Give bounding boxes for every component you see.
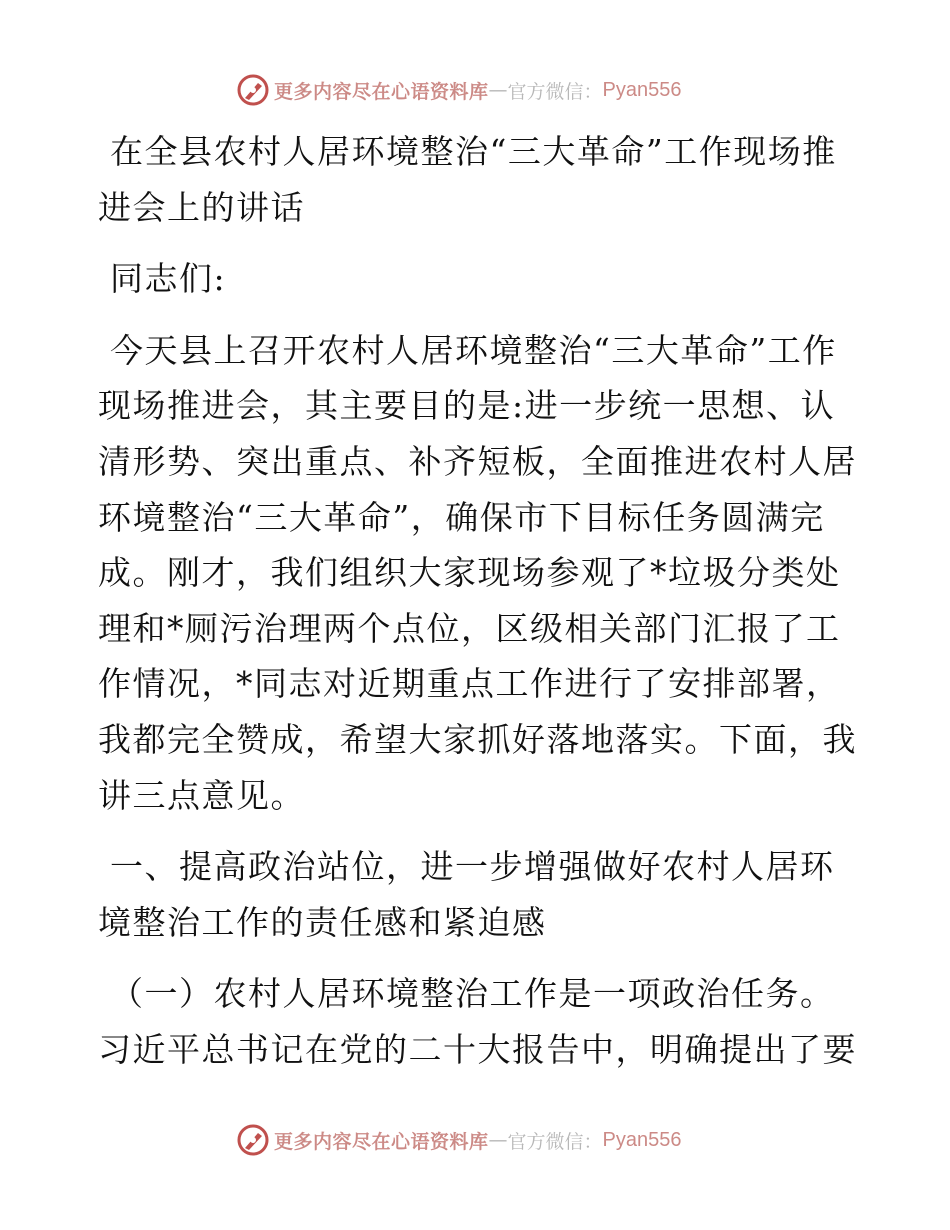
document-title: 在全县农村人居环境整治“三大革命”工作现场推进会上的讲话: [98, 132, 837, 227]
paragraph-opening: 今天县上召开农村人居环境整治“三大革命”工作现场推进会，其主要目的是:进一步统一思想、认清形势、突出重点、补齐短板，全面推进农村人居环境整治“三大革命”，确保市下目标任务圆满完成。刚才，我们组织大家现场参观了*垃圾分类处理和*厕污治理两个点位，区级相关部门汇报了工作情况，*同志对近期重点工作进行了安排部署，我都完全赞成，希望大家抓好落地落实。下面，我讲三点意见。: [98, 330, 857, 815]
watermark-official-label: 官方微信：: [507, 1130, 603, 1153]
footer-watermark: [236, 1122, 682, 1158]
section-heading-1: 一、提高政治站位，进一步增强做好农村人居环境整治工作的责任感和紧迫感: [98, 847, 835, 942]
header-watermark: [236, 72, 682, 108]
watermark-brand-text: 更多内容尽在心语资料库: [274, 80, 489, 103]
watermark-brand-text: 更多内容尽在心语资料库: [274, 1130, 489, 1153]
watermark-wechat-id: Pyan556: [602, 78, 682, 101]
watermark-separator: —: [488, 1129, 508, 1151]
watermark-official-label: 官方微信：: [507, 80, 603, 103]
watermark-separator: —: [488, 79, 508, 101]
watermark-wechat-id: Pyan556: [602, 1128, 682, 1151]
pen-logo-icon: [236, 73, 270, 107]
greeting: 同志们:: [110, 259, 227, 299]
pen-logo-icon: [236, 1123, 270, 1157]
document-body: [98, 124, 858, 1078]
paragraph-section-1-1: （一）农村人居环境整治工作是一项政治任务。习近平总书记在党的二十大报告中，明确提出了要: [98, 974, 857, 1069]
